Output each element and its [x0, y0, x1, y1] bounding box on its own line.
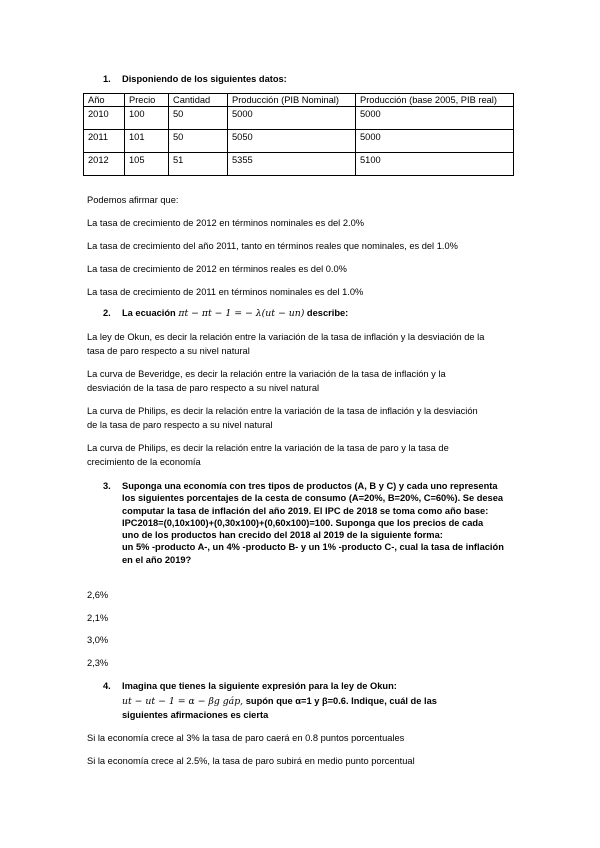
- table-cell: 5000: [356, 130, 514, 153]
- q4-option[interactable]: Si la economía crece al 3% la tasa de paro caerá en 0.8 puntos porcentuales: [87, 733, 405, 743]
- q2-prefix: La ecuación: [122, 308, 176, 318]
- q3-line: Suponga una economía con tres tipos de productos (A, B y C) y cada uno representa: [122, 481, 498, 491]
- q2-option[interactable]: [87, 368, 446, 394]
- q4-title: Imagina que tienes la siguiente expresión para la ley de Okun:: [122, 681, 397, 691]
- q1-option[interactable]: La tasa de crecimiento de 2012 en términos reales es del 0.0%: [87, 264, 347, 274]
- table-cell: 5000: [228, 107, 356, 130]
- q2-option-line: La ley de Okun, es decir la relación entre la variación de la tasa de inflación y la desviación de la: [87, 332, 485, 342]
- table-header: Año: [84, 94, 125, 107]
- table-header-row: [84, 94, 514, 107]
- table-row: [84, 153, 514, 176]
- q3-line: en el año 2019?: [122, 554, 192, 565]
- q2-option-line: de la tasa de paro respecto a su nivel natural: [87, 420, 273, 430]
- q2-option-line: La curva de Beveridge, es decir la relación entre la variación de la tasa de inflación y la: [87, 369, 446, 379]
- q3-option[interactable]: 2,3%: [87, 658, 109, 668]
- table-header: Producción (base 2005, PIB real): [356, 94, 514, 107]
- q2-option-line: La curva de Philips, es decir la relación entre la variación de la tasa de inflación y la desviación: [87, 406, 478, 416]
- q2-suffix: describe:: [306, 308, 349, 318]
- q3-line: uno de los productos han crecido del 2018 al 2019 de la siguiente forma:: [122, 530, 443, 541]
- table-row: [84, 107, 514, 130]
- q4-line2: [122, 695, 437, 708]
- q3-option[interactable]: 2,1%: [87, 613, 109, 623]
- q2-option-line: La curva de Philips, es decir la relación entre la variación de la tasa de paro y la tasa de: [87, 443, 449, 453]
- q1-option[interactable]: La tasa de crecimiento de 2011 en términos nominales es del 1.0%: [87, 287, 364, 297]
- q2-option[interactable]: [87, 442, 449, 468]
- table-cell: 50: [169, 130, 228, 153]
- q3-line: computar la tasa de inflación del año 2019. El IPC de 2018 se toma como año base:: [122, 505, 489, 516]
- table-header: Producción (PIB Nominal): [228, 94, 356, 107]
- q2-option[interactable]: [87, 405, 478, 431]
- q4-line3: siguientes afirmaciones es cierta: [122, 710, 269, 720]
- table-header: Cantidad: [169, 94, 228, 107]
- q3-statement: [122, 480, 504, 566]
- q4-option[interactable]: Si la economía crece al 2.5%, la tasa de paro subirá en medio punto porcentual: [87, 756, 415, 766]
- q1-option[interactable]: La tasa de crecimiento del año 2011, tanto en términos reales que nominales, es del 1.0%: [87, 241, 458, 251]
- table-cell: 50: [169, 107, 228, 130]
- q1-title: Disponiendo de los siguientes datos:: [122, 74, 287, 84]
- q2-equation: πt − πt − 1 = − λ(ut − un): [178, 308, 305, 319]
- q2-option-line: tasa de paro respecto a su nivel natural: [87, 346, 250, 356]
- table-cell: 2012: [84, 153, 125, 176]
- table-cell: 5100: [356, 153, 514, 176]
- table-cell: 5355: [228, 153, 356, 176]
- q4-equation-suffix: supón que α=1 y β=0.6. Indique, cuál de las: [245, 696, 437, 706]
- q3-number: 3.: [103, 481, 111, 491]
- q1-number: 1.: [103, 74, 111, 84]
- table-cell: 5050: [228, 130, 356, 153]
- q1-option[interactable]: La tasa de crecimiento de 2012 en términos nominales es del 2.0%: [87, 218, 365, 228]
- q3-option[interactable]: 2,6%: [87, 590, 109, 600]
- table-cell: 105: [125, 153, 169, 176]
- q3-line: IPC2018=(0,10x100)+(0,30x100)+(0,60x100)=100. Suponga que los precios de cada: [122, 517, 484, 528]
- q2-option[interactable]: [87, 331, 484, 357]
- q1-lead: Podemos afirmar que:: [87, 195, 179, 205]
- data-table: [83, 93, 514, 176]
- q3-line: un 5% -producto A-, un 4% -producto B- y un 1% -producto C-, cual la tasa de inflación: [122, 542, 504, 553]
- table-cell: 51: [169, 153, 228, 176]
- table-cell: 5000: [356, 107, 514, 130]
- table-cell: 100: [125, 107, 169, 130]
- q3-line: los siguientes porcentajes de la cesta de consumo (A=20%, B=20%, C=60%). Se desea: [122, 493, 504, 504]
- table-cell: 2010: [84, 107, 125, 130]
- table-cell: 2011: [84, 130, 125, 153]
- table-cell: 101: [125, 130, 169, 153]
- q2-number: 2.: [103, 308, 111, 318]
- q2-option-line: crecimiento de la economía: [87, 457, 201, 467]
- q2-heading: [122, 307, 348, 320]
- q4-number: 4.: [103, 681, 111, 691]
- table-header: Precio: [125, 94, 169, 107]
- table-row: [84, 130, 514, 153]
- q2-option-line: desviación de la tasa de paro respecto a su nivel natural: [87, 383, 320, 393]
- q3-option[interactable]: 3,0%: [87, 635, 109, 645]
- q4-equation: ut − ut − 1 = α − βg gáp,: [122, 696, 244, 707]
